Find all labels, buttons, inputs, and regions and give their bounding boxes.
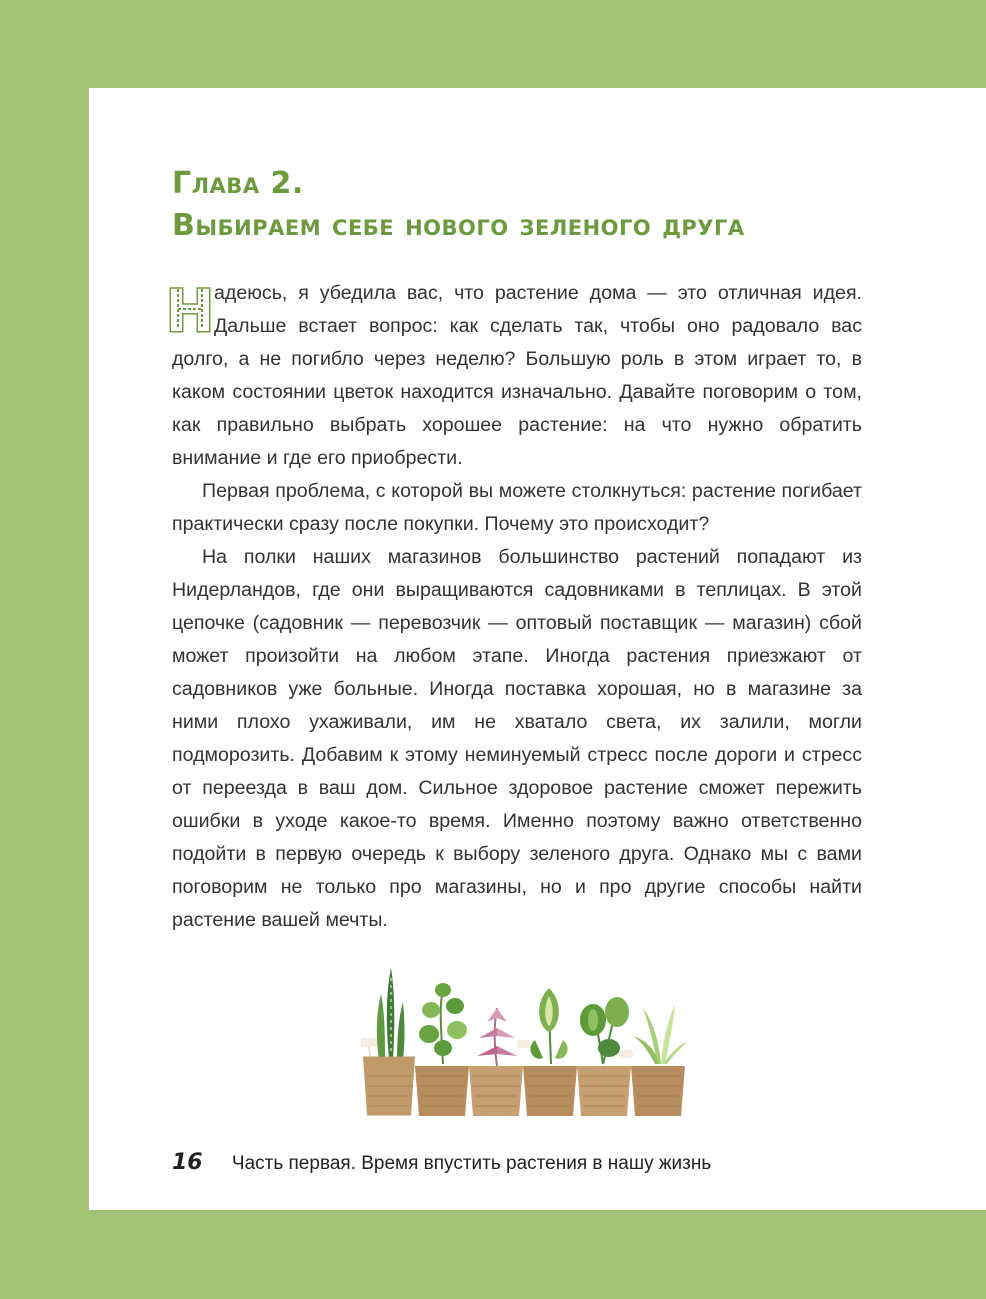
chapter-heading: Выбираем себе нового зеленого друга (172, 208, 745, 243)
plant-pink-leaf-icon (469, 1008, 531, 1116)
paragraph-3: На полки наших магазинов большинство растений попадают из Нидерландов, где они выращиваются садовниками в теплицах. В этой цепочке (садовник — перевозчик — оптовый поставщик — магазин) сбой может произойти на любом этапе. Иногда растения приезжают от садовников уже больные. Иногда поставка хорошая, но в магазине за ними плохо ухаживали, им не хватало света, их залили, могли подморозить. Добавим к этому неминуемый стресс после дороги и стресс от переезда в ваш дом. Сильное здоровое растение сможет пережить ошибки в уходе какое-то время. Именно поэтому важно ответственно подойти в первую очередь к выбору зеленого друга. Однако мы с вами поговорим не только про магазины, но и про другие способы найти растение вашей мечты. (172, 546, 862, 931)
paragraph-1-text: адеюсь, я убедила вас, что растение дома — это отличная идея. Дальше встает вопрос: как сделать так, чтобы оно радовало вас долго, а не погибло через неделю? Большую роль в этом играет то, в каком состоянии цветок находится изначально. Давайте поговорим о том, как правильно выбрать хорошее растение: на что нужно обратить внимание и где его приобрести. (172, 282, 862, 469)
paragraph-1 (165, 277, 862, 475)
book-page (89, 88, 986, 1210)
page-footer (172, 1150, 711, 1175)
drop-cap-letter (165, 277, 215, 345)
potted-plants-illustration (357, 948, 717, 1114)
running-title: Часть первая. Время впустить растения в нашу жизнь (231, 1153, 712, 1174)
plant-variegated-icon (523, 988, 577, 1116)
plant-peperomia-icon (577, 997, 633, 1116)
chapter-number: Глава 2. (172, 166, 304, 201)
chapter-title (172, 163, 872, 247)
drop-cap-text: Н (165, 277, 215, 345)
plant-snake-icon (361, 968, 415, 1115)
paragraph-2: Первая проблема, с которой вы можете столкнуться: растение погибает практически сразу после покупки. Почему это происходит? (172, 480, 862, 535)
page-number: 16 (172, 1150, 203, 1175)
body-text (165, 277, 862, 937)
plant-light-spiky-icon (631, 1004, 687, 1116)
